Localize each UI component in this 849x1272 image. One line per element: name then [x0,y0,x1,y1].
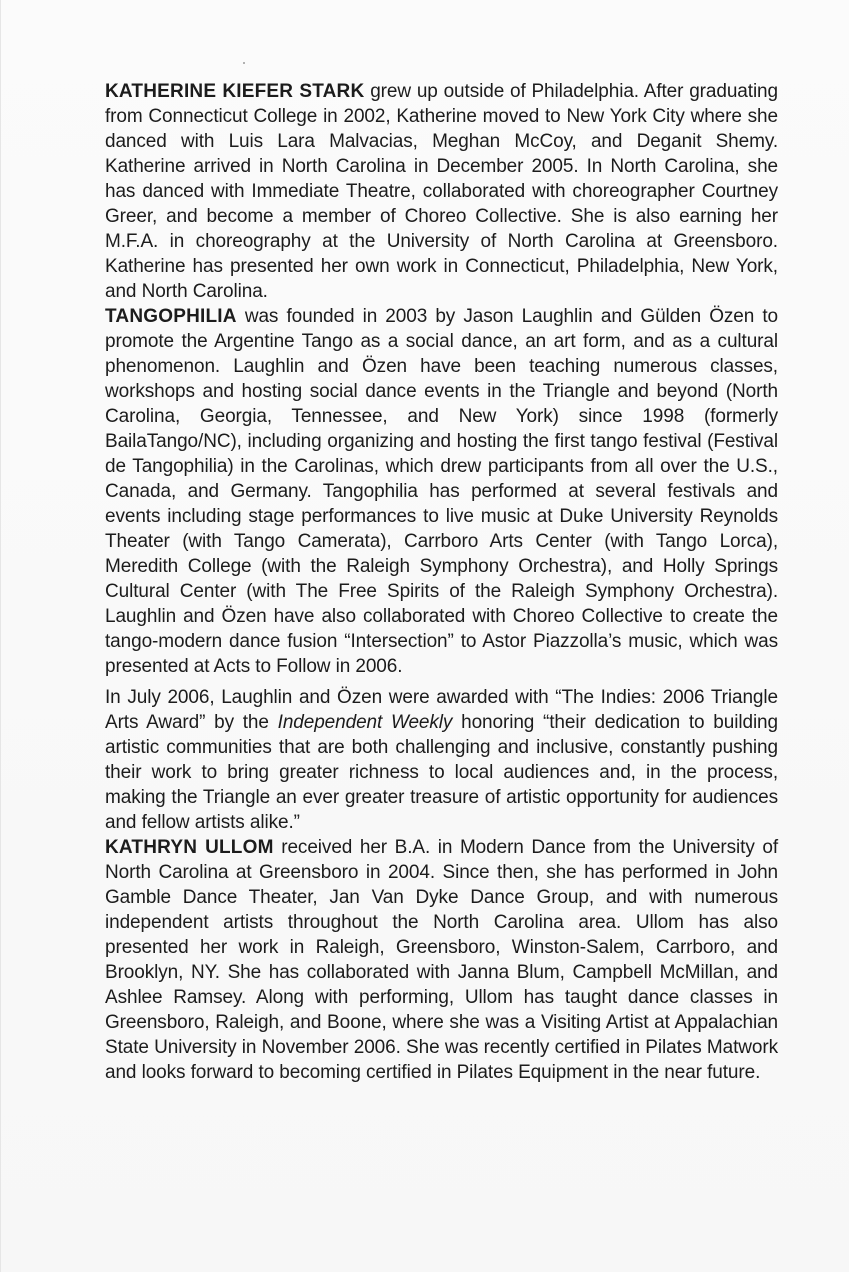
bio-name: KATHERINE KIEFER STARK [105,81,365,102]
award-text-after: honoring “their dedication to building artistic communities that are both challenging and inclusive, constantly pushing their work to bring greater richness to local audiences and, in the process, making the Triangle an ever greater treasure of artistic opportunity for audiences and fellow artists alike.” [105,712,778,833]
award-text-before: In July 2006, Laughlin and Özen were awarded with “The Indies: 2006 Triangle Arts Award” by the [105,687,778,733]
award-paragraph [105,685,778,835]
bio-tangophilia [105,304,778,679]
bio-kathryn-ullom [105,835,778,1085]
scan-mark [243,62,245,64]
bio-column [105,79,778,1085]
bio-text: grew up outside of Philadelphia. After graduating from Connecticut College in 2002, Katherine moved to New York City where she danced with Luis Lara Malvacias, Meghan McCoy, and Deganit Shemy. Katherine arrived in North Carolina in December 2005. In North Carolina, she has danced with Immediate Theatre, collaborated with choreographer Courtney Greer, and become a member of Choreo Collective. She is also earning her M.F.A. in choreography at the University of North Carolina at Greensboro. Katherine has presented her own work in Connecticut, Philadelphia, New York, and North Carolina. [105,81,778,302]
bio-name: TANGOPHILIA [105,306,237,327]
publication-title: Independent Weekly [277,712,453,733]
bio-katherine-kiefer-stark [105,79,778,304]
bio-text: was founded in 2003 by Jason Laughlin and Gülden Özen to promote the Argentine Tango as a social dance, an art form, and as a cultural phenomenon. Laughlin and Özen have been teaching numerous classes, workshops and hosting social dance events in the Triangle and beyond (North Carolina, Georgia, Tennessee, and New York) since 1998 (formerly BailaTango/NC), including organizing and hosting the first tango festival (Festival de Tangophilia) in the Carolinas, which drew participants from all over the U.S., Canada, and Germany. Tangophilia has performed at several festivals and events including stage performances to live music at Duke University Reynolds Theater (with Tango Camerata), Carrboro Arts Center (with Tango Lorca), Meredith College (with the Raleigh Symphony Orchestra), and Holly Springs Cultural Center (with The Free Spirits of the Raleigh Symphony Orchestra). Laughlin and Özen have also collaborated with Choreo Collective to create the tango-modern dance fusion “Intersection” to Astor Piazzolla’s music, which was presented at Acts to Follow in 2006. [105,306,778,677]
bio-name: KATHRYN ULLOM [105,837,274,858]
bio-text: received her B.A. in Modern Dance from the University of North Carolina at Greensboro in 2004. Since then, she has performed in John Gamble Dance Theater, Jan Van Dyke Dance Group, and with numerous independent artists throughout the North Carolina area. Ullom has also presented her work in Raleigh, Greensboro, Winston-Salem, Carrboro, and Brooklyn, NY. She has collaborated with Janna Blum, Campbell McMillan, and Ashlee Ramsey. Along with performing, Ullom has taught dance classes in Greensboro, Raleigh, and Boone, where she was a Visiting Artist at Appalachian State University in November 2006. She was recently certified in Pilates Matwork and looks forward to becoming certified in Pilates Equipment in the near future. [105,837,779,1083]
